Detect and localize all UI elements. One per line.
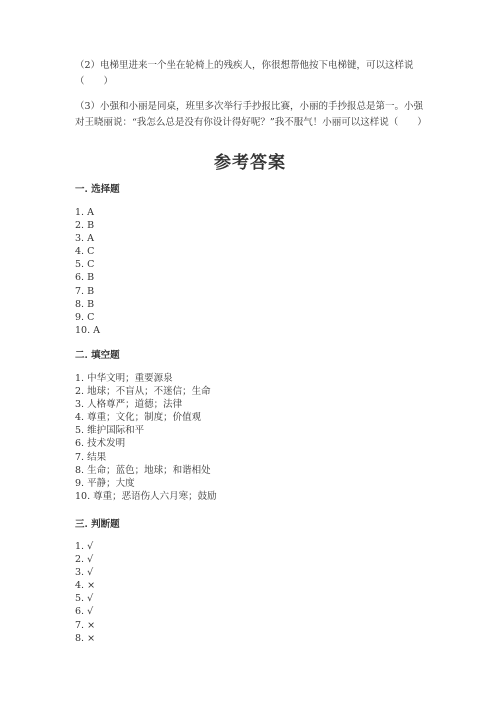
list-item: 4. 尊重；文化；制度；价值观 bbox=[75, 412, 202, 424]
list-item: 2. B bbox=[75, 220, 95, 232]
choice-answer-list bbox=[75, 206, 100, 337]
judge-answer-list bbox=[75, 540, 95, 645]
list-item: 5. √ bbox=[75, 593, 94, 605]
list-item: 7. 结果 bbox=[75, 451, 107, 463]
list-item: 5. 维护国际和平 bbox=[75, 425, 145, 437]
list-item: 7. × bbox=[75, 619, 96, 631]
list-item: 1. A bbox=[75, 207, 94, 218]
question-2-text: （2）电梯里进来一个坐在轮椅上的残疾人，你很想帮他按下电梯键，可以这样说（ ） bbox=[75, 60, 414, 87]
list-item: 3. 人格尊严；道德；法律 bbox=[75, 399, 183, 411]
list-item: 10. A bbox=[75, 324, 100, 336]
section-title-judge: 三. 判断题 bbox=[75, 519, 120, 530]
list-item: 7. B bbox=[75, 285, 95, 297]
list-item: 1. √ bbox=[75, 541, 94, 552]
list-item: 6. √ bbox=[75, 606, 94, 618]
list-item: 6. 技术发明 bbox=[75, 438, 126, 450]
list-item: 4. C bbox=[75, 246, 95, 258]
list-item: 4. × bbox=[75, 580, 96, 592]
list-item: 9. C bbox=[75, 311, 95, 323]
question-3-text: （3）小强和小丽是同桌，班里多次举行手抄报比赛，小丽的手抄报总是第一。小强对王晓丽说：“我怎么总是没有你设计得好呢？”我不服气！小丽可以这样说（ ） bbox=[75, 101, 427, 128]
list-item: 3. A bbox=[75, 233, 94, 245]
list-item: 2. 地球；不盲从；不迷信；生命 bbox=[75, 386, 211, 398]
list-item: 2. √ bbox=[75, 554, 94, 566]
section-title-fill: 二. 填空题 bbox=[75, 350, 120, 361]
list-item: 5. C bbox=[75, 259, 95, 271]
list-item: 10. 尊重；恶语伤人六月寒；鼓励 bbox=[75, 490, 217, 502]
fill-answer-list bbox=[75, 372, 217, 503]
section-title-choice: 一. 选择题 bbox=[75, 184, 120, 195]
list-item: 8. × bbox=[75, 632, 96, 644]
list-item: 8. 生命；蓝色；地球；和谐相处 bbox=[75, 464, 211, 476]
list-item: 6. B bbox=[75, 272, 95, 284]
list-item: 3. √ bbox=[75, 567, 94, 579]
answer-title: 参考答案 bbox=[214, 153, 286, 173]
list-item: 1. 中华文明；重要源泉 bbox=[75, 373, 173, 384]
list-item: 9. 平静；大度 bbox=[75, 477, 135, 489]
list-item: 8. B bbox=[75, 298, 95, 310]
